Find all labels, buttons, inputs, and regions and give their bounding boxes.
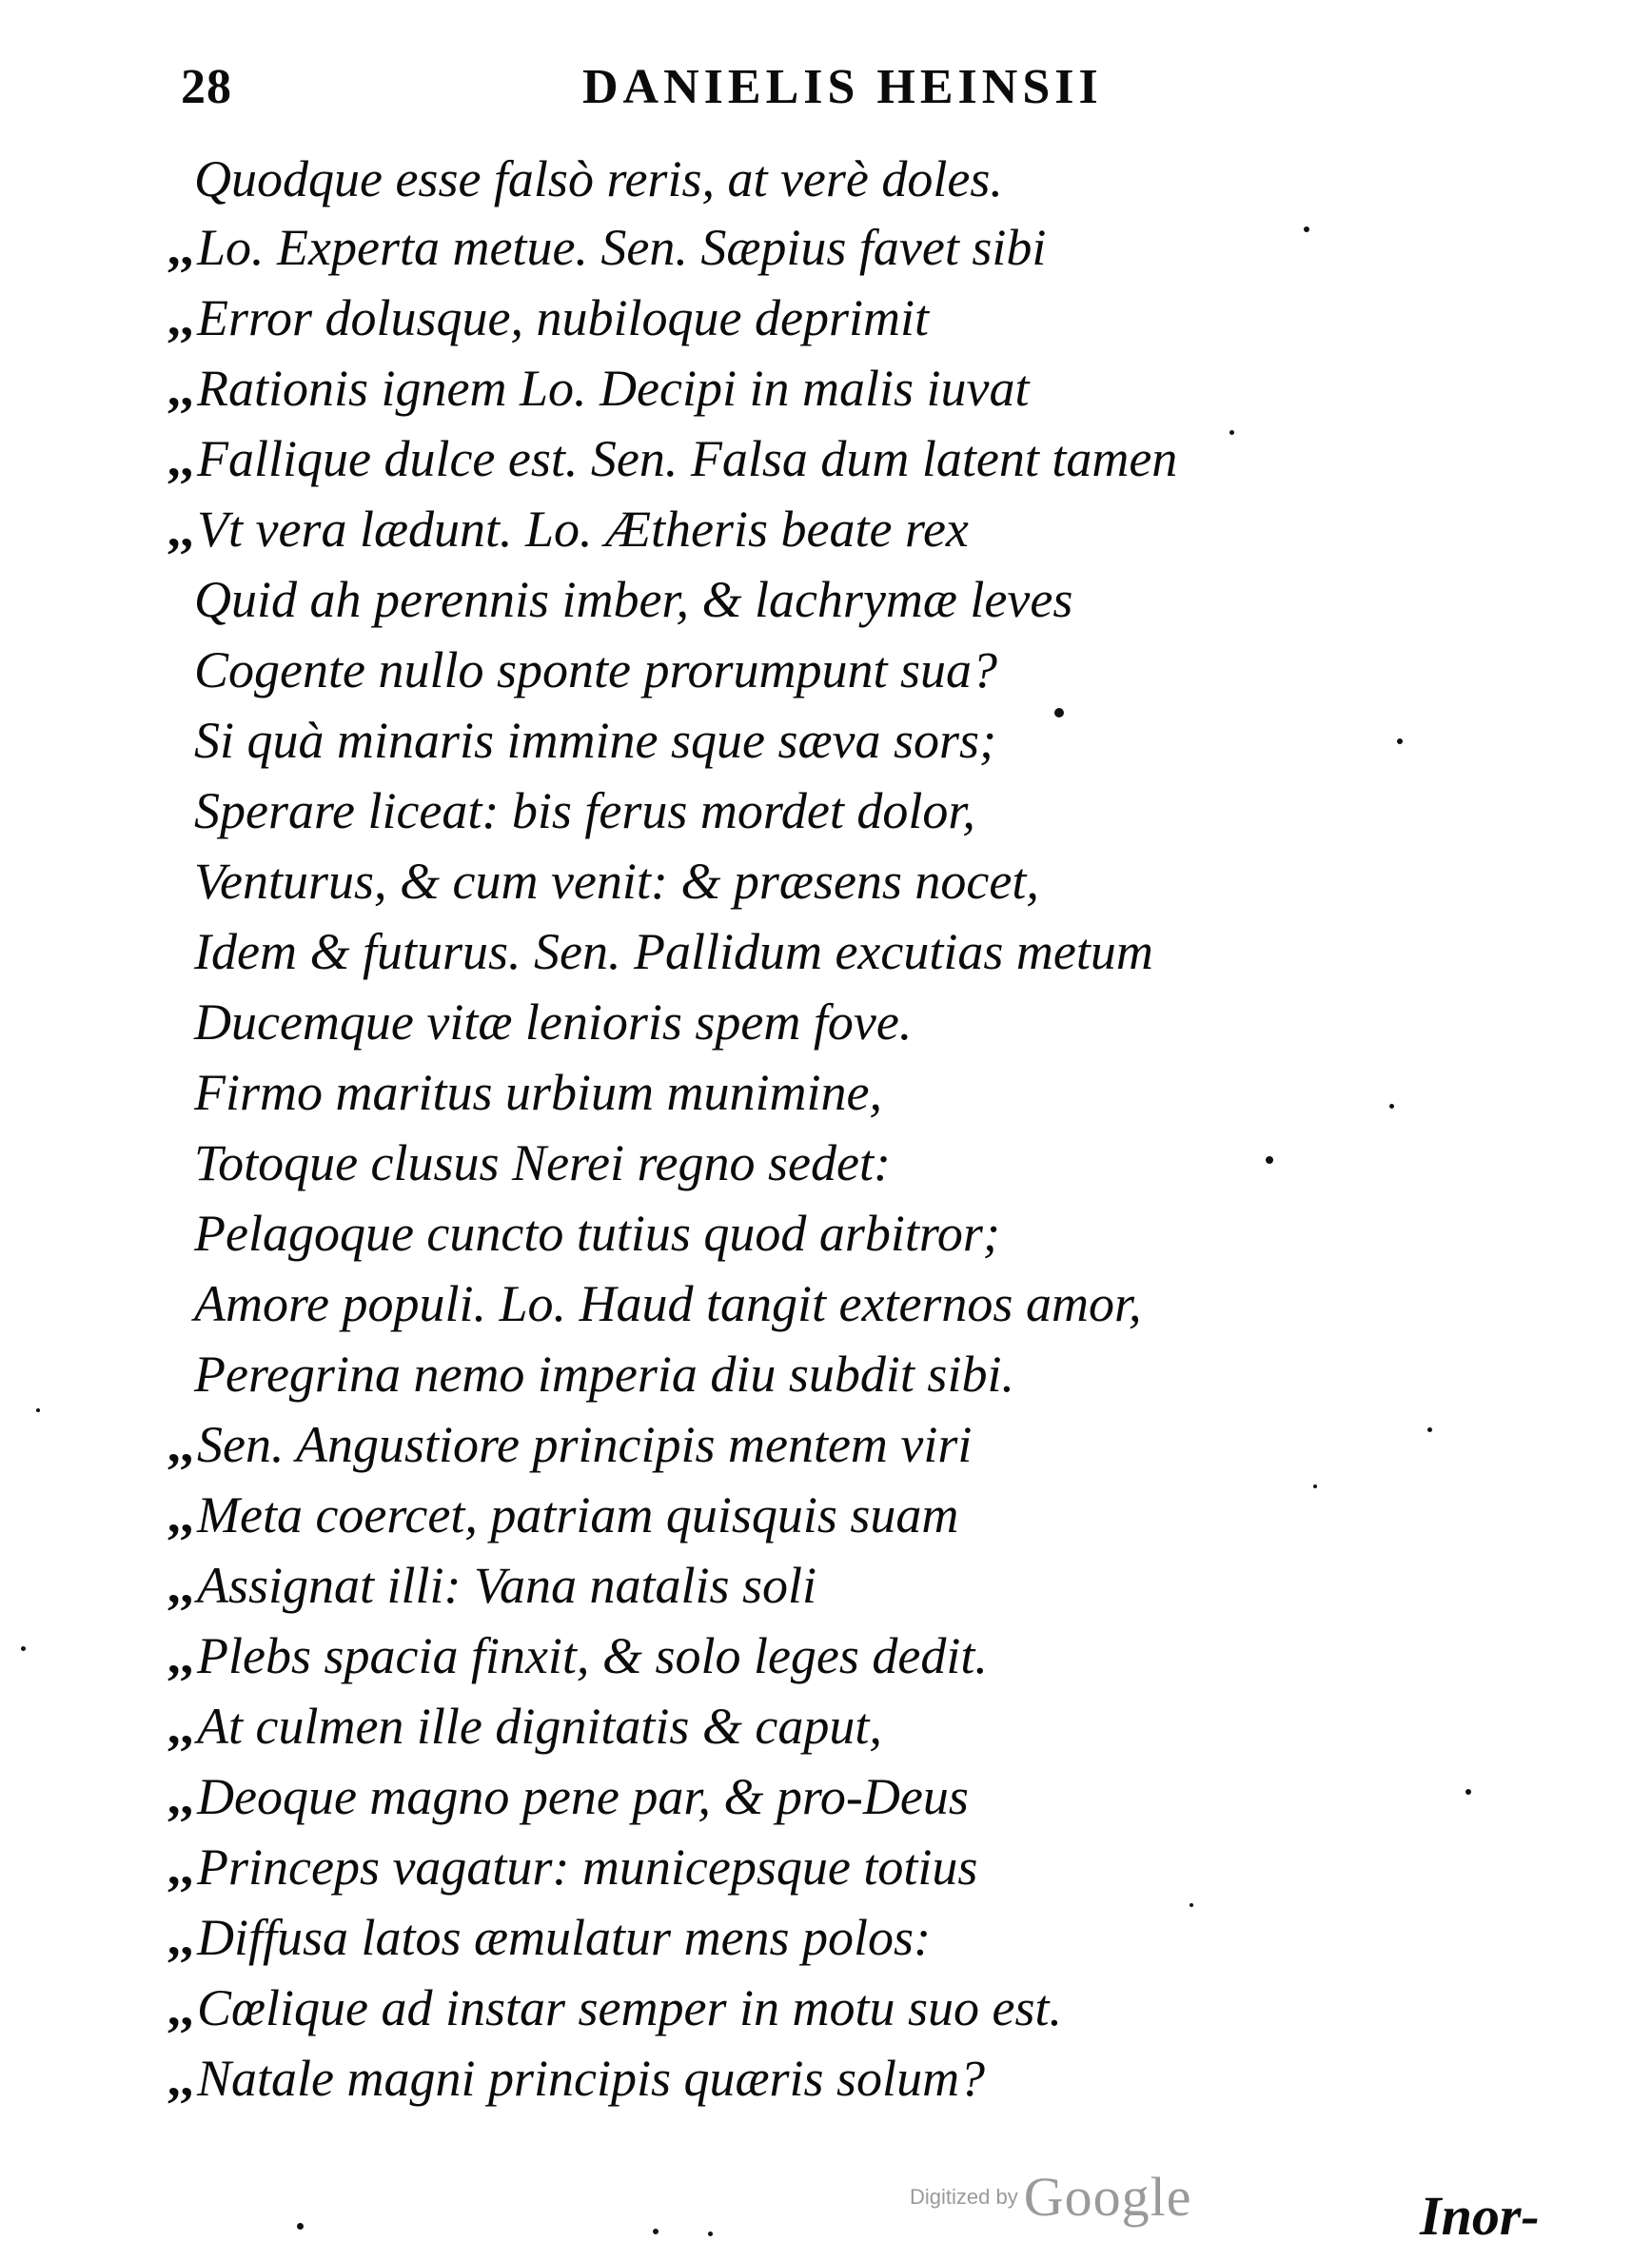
- verse-text: Princeps vagatur: municepsque totius: [197, 1838, 978, 1896]
- verse-text: Lo. Experta metue. Sen. Sæpius favet sibi: [197, 219, 1047, 276]
- verse-text: Vt vera lædunt. Lo. Ætheris beate rex: [197, 501, 969, 558]
- quote-mark: ,,: [167, 360, 193, 417]
- verse-line: [190, 1056, 882, 1129]
- verse-line: [167, 1760, 969, 1833]
- digitized-watermark: [910, 2165, 1191, 2229]
- quote-mark: ,,: [167, 1979, 193, 2036]
- verse-line: [190, 563, 1072, 636]
- verse-line: [167, 1690, 882, 1762]
- verse-line: [167, 1972, 1062, 2044]
- verse-text: Natale magni principis quæris solum?: [197, 2050, 986, 2107]
- quote-mark: ,,: [167, 501, 193, 558]
- verse-line: [167, 352, 1029, 424]
- verse-text: Idem & futurus. Sen. Pallidum excutias metum: [194, 923, 1153, 980]
- verse-line: [167, 1901, 931, 1974]
- quote-mark: ,,: [167, 430, 193, 487]
- verse-line: [190, 143, 1003, 215]
- print-speck: [1389, 1104, 1394, 1109]
- quote-mark: ,,: [167, 1838, 193, 1896]
- print-speck: [1304, 226, 1309, 232]
- print-speck: [1054, 708, 1064, 718]
- verse-text: Diffusa latos æmulatur mens polos:: [197, 1909, 932, 1966]
- verse-line: [167, 493, 969, 565]
- quote-mark: ,,: [167, 1557, 193, 1614]
- quote-mark: ,,: [167, 1768, 193, 1825]
- print-speck: [653, 2229, 659, 2234]
- verse-line: [190, 634, 997, 706]
- verse-line: [167, 211, 1046, 284]
- verse-line: [167, 1479, 958, 1551]
- quote-mark: ,,: [167, 1909, 193, 1966]
- verse-line: [190, 1197, 1000, 1269]
- verse-text: Si quà minaris immine sque sæva sors;: [194, 712, 997, 769]
- verse-line: [167, 1620, 988, 1692]
- verse-text: Pelagoque cuncto tutius quod arbitror;: [194, 1205, 1000, 1262]
- verse-text: Quodque esse falsò reris, at verè doles.: [194, 150, 1003, 207]
- verse-line: [167, 423, 1177, 495]
- verse-text: Meta coercet, patriam quisquis suam: [197, 1486, 959, 1543]
- running-head: DANIELIS HEINSII: [582, 60, 1103, 114]
- print-speck: [1313, 1484, 1317, 1488]
- page-number: 28: [181, 60, 232, 114]
- verse-text: Totoque clusus Nerei regno sedet:: [194, 1134, 891, 1191]
- quote-mark: ,,: [167, 1486, 193, 1543]
- verse-line: [167, 1549, 816, 1622]
- quote-mark: ,,: [167, 1627, 193, 1684]
- verse-text: Cogente nullo sponte prorumpunt sua?: [194, 641, 997, 698]
- catchword: Inor-: [1420, 2185, 1540, 2247]
- verse-text: Deoque magno pene par, & pro-Deus: [197, 1768, 969, 1825]
- verse-text: Error dolusque, nubiloque deprimit: [197, 289, 929, 346]
- quote-mark: ,,: [167, 219, 193, 276]
- watermark-small-text: Digitized by: [910, 2184, 1018, 2209]
- quote-mark: ,,: [167, 289, 193, 346]
- verse-line: [167, 282, 929, 354]
- quote-mark: ,,: [167, 1416, 193, 1473]
- verse-line: [190, 986, 912, 1058]
- verse-text: Assignat illi: Vana natalis soli: [197, 1557, 817, 1614]
- print-speck: [1229, 430, 1234, 435]
- print-speck: [1397, 738, 1403, 744]
- verse-text: Fallique dulce est. Sen. Falsa dum latent tamen: [197, 430, 1178, 487]
- verse-line: [167, 1831, 977, 1903]
- print-speck: [1266, 1156, 1273, 1164]
- verse-line: [167, 1408, 972, 1481]
- verse-line: [167, 2042, 985, 2114]
- verse-text: Sen. Angustiore principis mentem viri: [197, 1416, 973, 1473]
- print-speck: [708, 2232, 713, 2236]
- verse-line: [190, 775, 975, 847]
- verse-text: Peregrina nemo imperia diu subdit sibi.: [194, 1346, 1014, 1403]
- verse-line: [190, 704, 996, 777]
- watermark-google-text: Google: [1023, 2166, 1192, 2228]
- verse-text: Quid ah perennis imber, & lachrymæ leves: [194, 571, 1073, 628]
- verse-text: At culmen ille dignitatis & caput,: [197, 1698, 882, 1755]
- verse-text: Cœlique ad instar semper in motu suo est.: [197, 1979, 1063, 2036]
- print-speck: [1190, 1903, 1193, 1907]
- print-speck: [1427, 1427, 1432, 1432]
- quote-mark: ,,: [167, 2050, 193, 2107]
- verse-line: [190, 915, 1153, 988]
- print-speck: [36, 1408, 40, 1412]
- verse-line: [190, 1127, 891, 1199]
- verse-text: Plebs spacia finxit, & solo leges dedit.: [197, 1627, 988, 1684]
- verse-text: Rationis ignem Lo. Decipi in malis iuvat: [197, 360, 1030, 417]
- print-speck: [297, 2223, 304, 2230]
- verse-text: Ducemque vitæ lenioris spem fove.: [194, 993, 913, 1051]
- verse-text: Sperare liceat: bis ferus mordet dolor,: [194, 782, 975, 839]
- print-speck: [21, 1646, 26, 1651]
- print-speck: [1465, 1789, 1471, 1795]
- verse-text: Amore populi. Lo. Haud tangit externos amor,: [194, 1275, 1142, 1332]
- quote-mark: ,,: [167, 1698, 193, 1755]
- verse-line: [190, 1268, 1141, 1340]
- verse-text: Firmo maritus urbium munimine,: [194, 1064, 883, 1121]
- verse-line: [190, 1338, 1014, 1410]
- verse-text: Venturus, & cum venit: & præsens nocet,: [194, 853, 1039, 910]
- verse-line: [190, 845, 1039, 917]
